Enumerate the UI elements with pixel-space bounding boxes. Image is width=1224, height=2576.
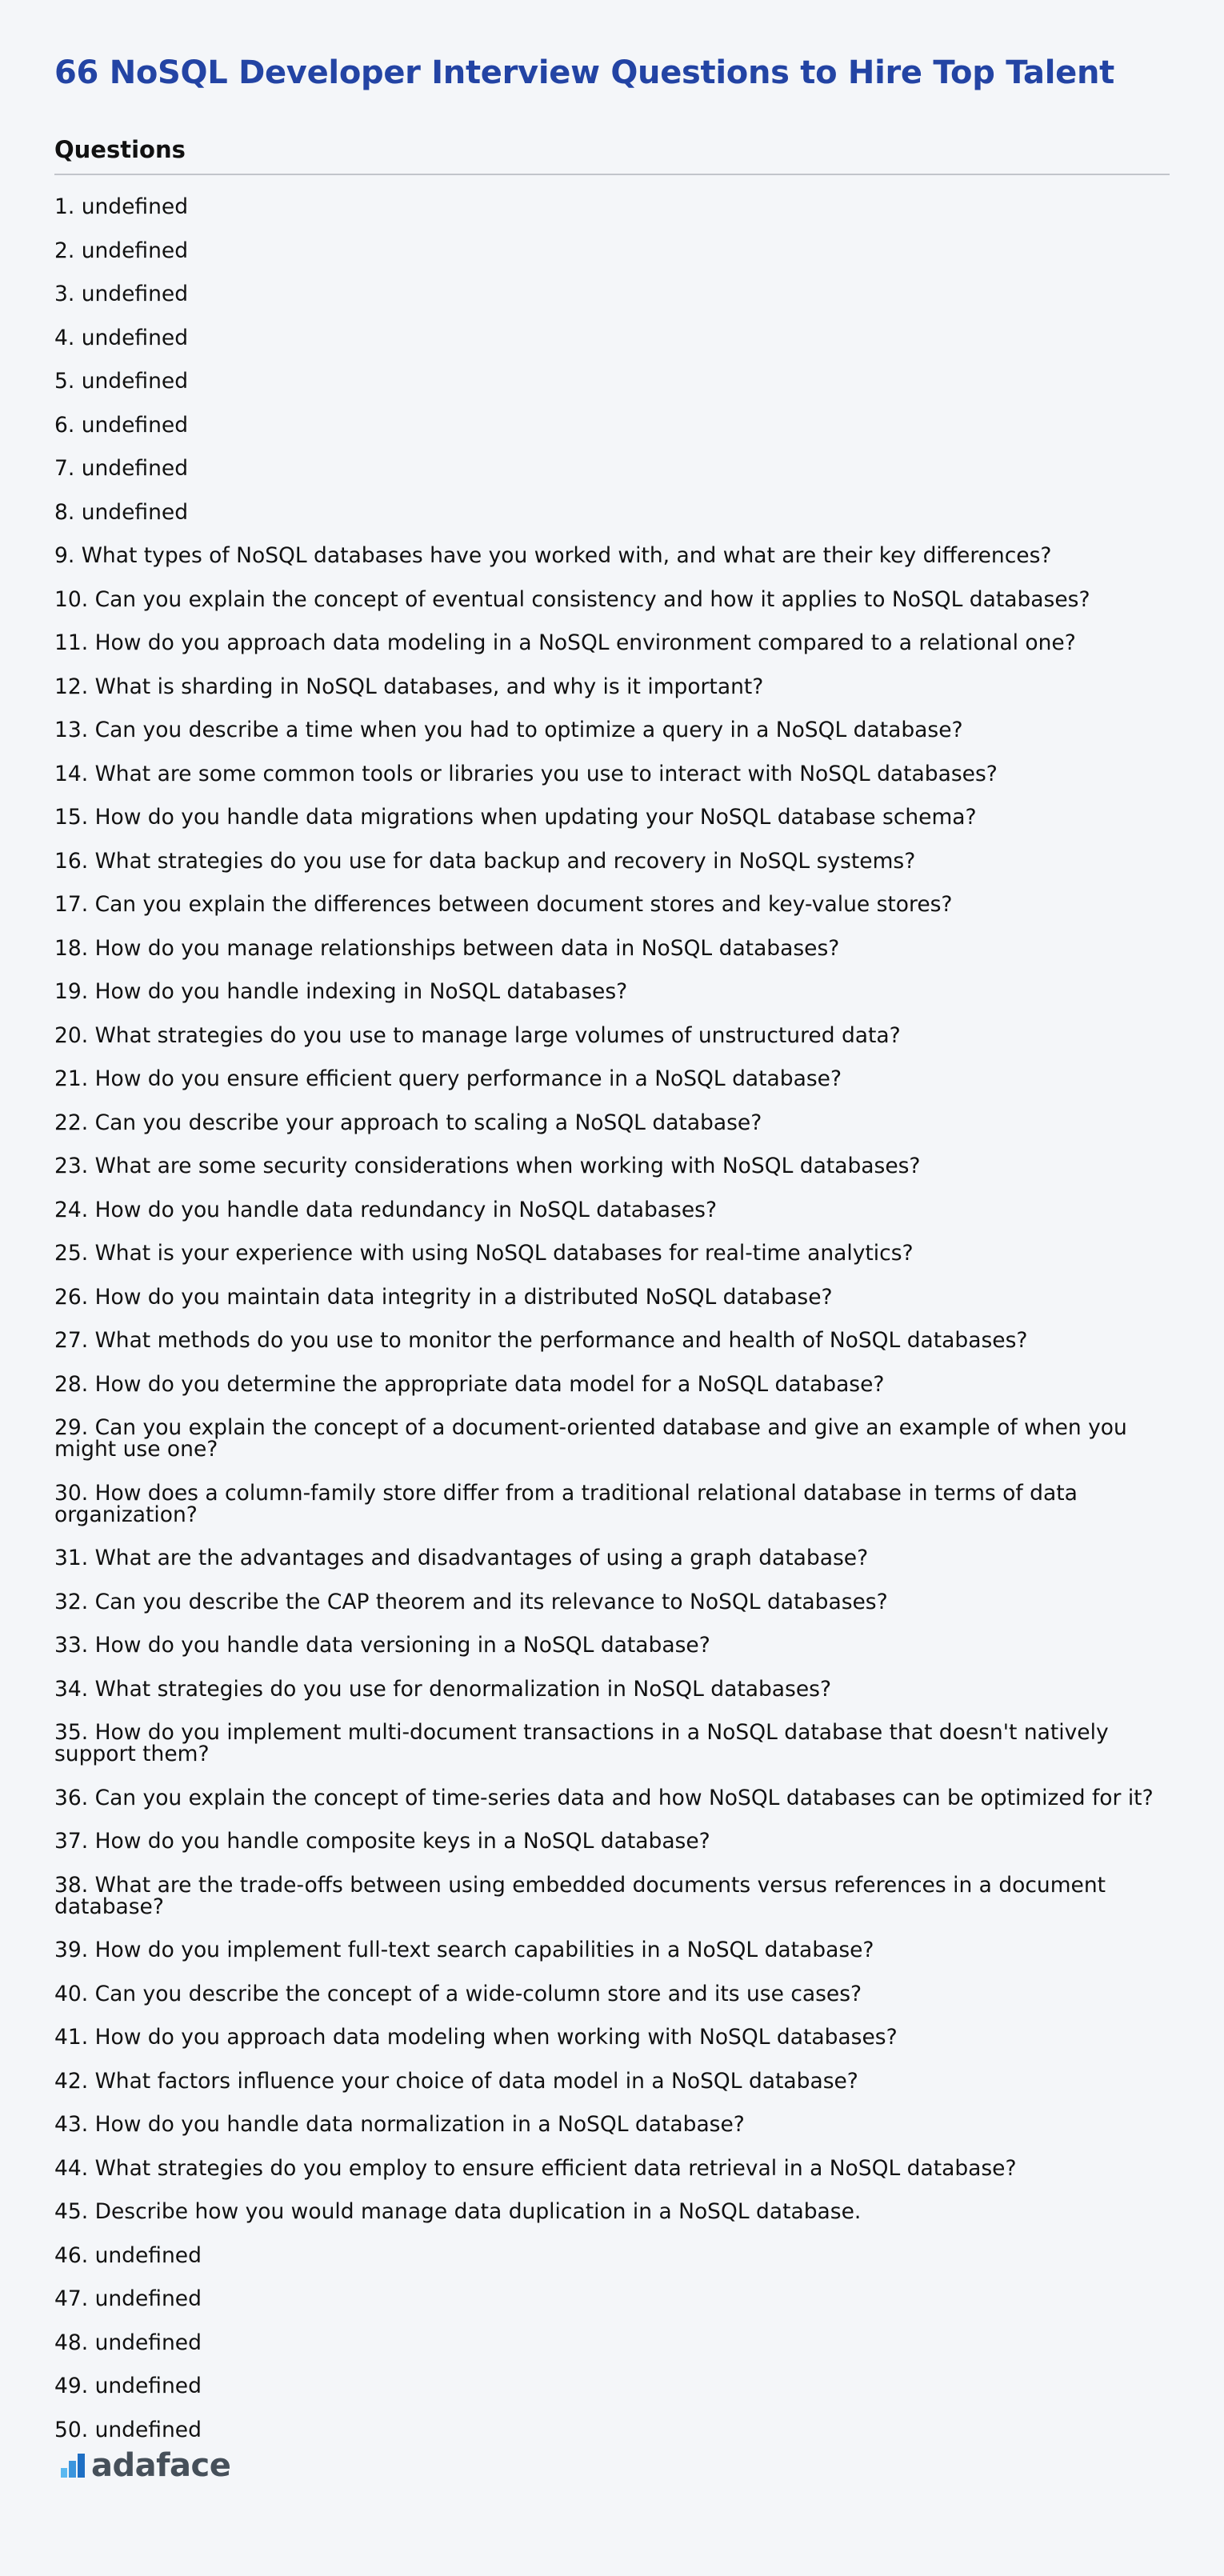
question-item: 48. undefined — [54, 2330, 202, 2355]
question-item: 46. undefined — [54, 2242, 202, 2268]
question-item: 3. undefined — [54, 282, 189, 306]
question-item: 50. undefined — [54, 2417, 202, 2442]
question-item: 16. What strategies do you use for data backup and recovery in NoSQL systems? — [54, 848, 916, 874]
question-item: 9. What types of NoSQL databases have you worked with, and what are their key differences? — [54, 543, 1052, 568]
question-item: 41. How do you approach data modeling when working with NoSQL databases? — [54, 2025, 898, 2050]
question-item: 37. How do you handle composite keys in a NoSQL database? — [54, 1829, 710, 1854]
question-item: 24. How do you handle data redundancy in NoSQL databases? — [54, 1197, 718, 1222]
question-item: 12. What is sharding in NoSQL databases, and why is it important? — [54, 674, 764, 699]
question-item: 7. undefined — [54, 456, 189, 481]
question-item: 10. Can you explain the concept of eventual consistency and how it applies to NoSQL databases? — [54, 586, 1090, 612]
question-item: 17. Can you explain the differences between document stores and key-value stores? — [54, 892, 953, 917]
question-item: 25. What is your experience with using NoSQL databases for real-time analytics? — [54, 1241, 914, 1266]
footer-logo — [61, 2447, 231, 2484]
adaface-logo-icon — [61, 2454, 85, 2478]
question-item: 38. What are the trade-offs between using embedded documents versus references in a document database? — [54, 1872, 1106, 1919]
section-heading-questions: Questions — [54, 134, 1170, 175]
question-item: 21. How do you ensure efficient query performance in a NoSQL database? — [54, 1066, 842, 1091]
question-item: 44. What strategies do you employ to ensure efficient data retrieval in a NoSQL database? — [54, 2155, 1017, 2181]
question-item: 36. Can you explain the concept of time-series data and how NoSQL databases can be optimized for it? — [54, 1785, 1154, 1810]
question-item: 31. What are the advantages and disadvantages of using a graph database? — [54, 1546, 869, 1570]
question-list — [54, 196, 1170, 2441]
question-item: 14. What are some common tools or libraries you use to interact with NoSQL databases? — [54, 761, 998, 786]
question-item: 47. undefined — [54, 2286, 202, 2311]
question-item: 11. How do you approach data modeling in a NoSQL environment compared to a relational one? — [54, 630, 1076, 655]
question-item: 13. Can you describe a time when you had to optimize a query in a NoSQL database? — [54, 718, 963, 742]
question-item: 23. What are some security considerations when working with NoSQL databases? — [54, 1154, 921, 1178]
question-item: 45. Describe how you would manage data duplication in a NoSQL database. — [54, 2199, 862, 2224]
question-item: 43. How do you handle data normalization in a NoSQL database? — [54, 2112, 745, 2137]
question-item: 6. undefined — [54, 412, 189, 438]
question-item: 18. How do you manage relationships between data in NoSQL databases? — [54, 935, 840, 961]
question-item: 15. How do you handle data migrations when updating your NoSQL database schema? — [54, 805, 977, 830]
question-item: 30. How does a column-family store differ from a traditional relational database in terms of data organization? — [54, 1480, 1078, 1527]
question-item: 5. undefined — [54, 369, 189, 394]
question-item: 19. How do you handle indexing in NoSQL databases? — [54, 979, 628, 1004]
question-item: 49. undefined — [54, 2374, 202, 2398]
question-item: 35. How do you implement multi-document transactions in a NoSQL database that doesn't natively support them? — [54, 1720, 1109, 1766]
question-item: 27. What methods do you use to monitor the performance and health of NoSQL databases? — [54, 1328, 1028, 1353]
question-item: 20. What strategies do you use to manage large volumes of unstructured data? — [54, 1022, 901, 1048]
question-item: 1. undefined — [54, 194, 189, 219]
question-item: 2. undefined — [54, 238, 189, 263]
question-item: 8. undefined — [54, 499, 189, 525]
question-item: 22. Can you describe your approach to scaling a NoSQL database? — [54, 1110, 762, 1135]
question-item: 34. What strategies do you use for denormalization in NoSQL databases? — [54, 1676, 832, 1702]
question-item: 39. How do you implement full-text search capabilities in a NoSQL database? — [54, 1938, 874, 1962]
question-item: 33. How do you handle data versioning in a NoSQL database? — [54, 1633, 710, 1658]
question-item: 28. How do you determine the appropriate data model for a NoSQL database? — [54, 1371, 885, 1397]
question-item: 40. Can you describe the concept of a wide-column store and its use cases? — [54, 1981, 862, 2006]
adaface-logo-text: adaface — [91, 2447, 231, 2484]
page-title: 66 NoSQL Developer Interview Questions to Hire Top Talent — [54, 54, 1114, 91]
question-item: 26. How do you maintain data integrity in a distributed NoSQL database? — [54, 1284, 833, 1310]
question-item: 4. undefined — [54, 325, 189, 350]
question-item: 32. Can you describe the CAP theorem and its relevance to NoSQL databases? — [54, 1589, 888, 1614]
question-item: 42. What factors influence your choice of data model in a NoSQL database? — [54, 2068, 858, 2094]
question-item: 29. Can you explain the concept of a document-oriented database and give an example of when you might use one? — [54, 1415, 1127, 1462]
